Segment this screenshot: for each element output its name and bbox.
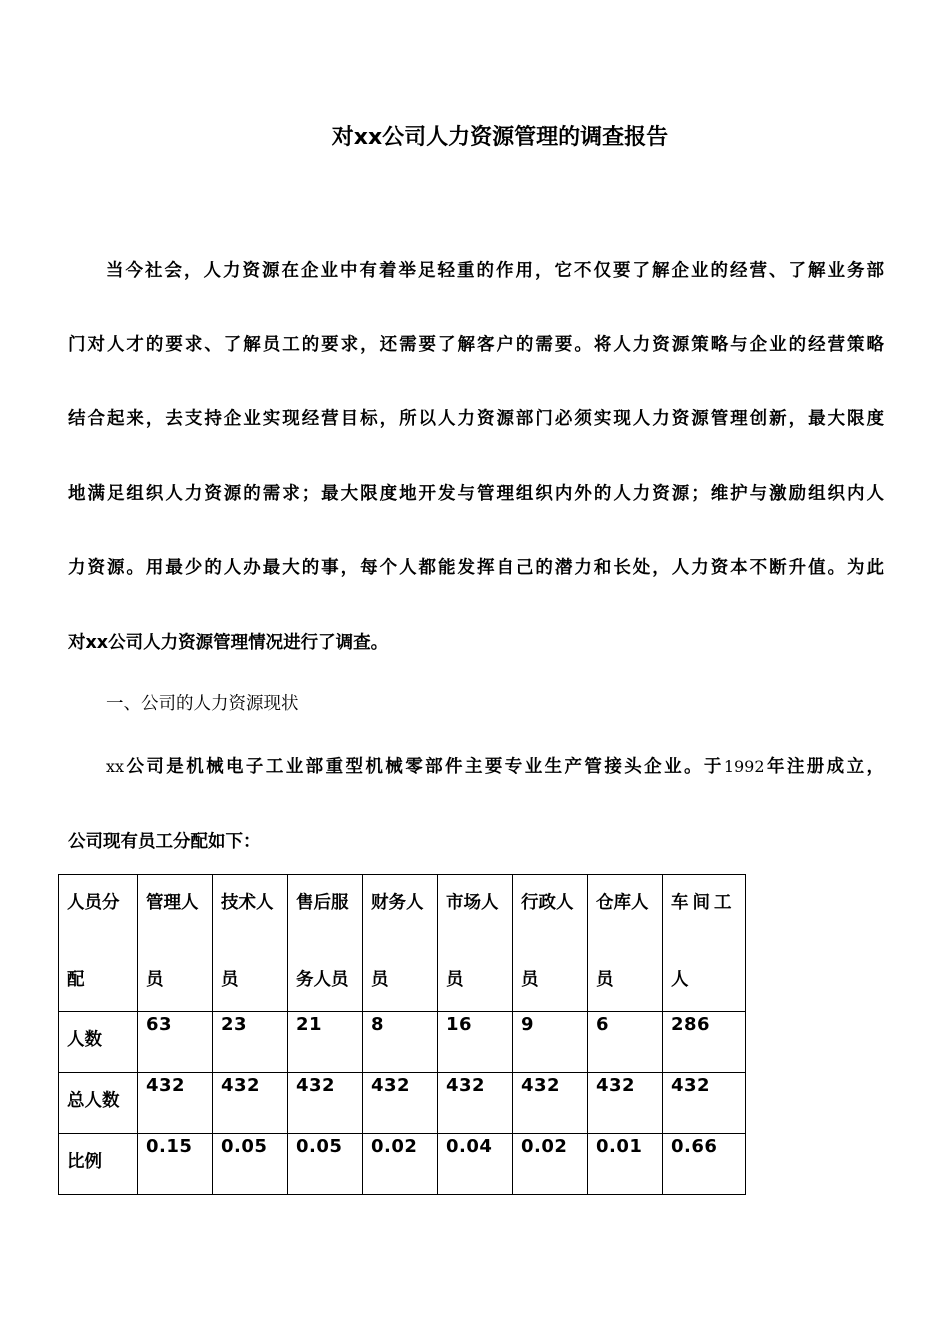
table-row <box>59 1134 746 1195</box>
cell-value: 0.05 <box>296 1136 343 1157</box>
header-bottom: 员 <box>596 970 614 990</box>
header-cell <box>438 875 513 1012</box>
cell-value: 0.02 <box>521 1136 568 1157</box>
row-label: 比例 <box>67 1152 102 1172</box>
cell-value: 432 <box>146 1075 186 1096</box>
company-intro-part2: 年注册成立， <box>764 757 885 777</box>
cell-value: 0.01 <box>596 1136 643 1157</box>
cell-value: 16 <box>446 1014 473 1035</box>
company-intro-part1: 公司是机械电子工业部重型机械零部件主要专业生产管接头企业。于 <box>124 757 724 777</box>
header-cell <box>213 875 288 1012</box>
cell-value: 432 <box>521 1075 561 1096</box>
header-top: 市场人 <box>446 893 499 913</box>
table-row <box>59 1073 746 1134</box>
cell-value: 432 <box>596 1075 636 1096</box>
intro-line-5: 力资源。用最少的人办最大的事，每个人都能发挥自己的潜力和长处，人力资本不断升值。为此 <box>68 558 884 578</box>
header-cell <box>138 875 213 1012</box>
table-cell <box>288 1012 363 1073</box>
header-bottom: 务人员 <box>296 970 349 990</box>
table-cell <box>288 1134 363 1195</box>
header-cell <box>59 875 138 1012</box>
table-cell <box>588 1134 663 1195</box>
header-cell <box>588 875 663 1012</box>
table-header-row <box>59 875 746 1012</box>
cell-value: 0.05 <box>221 1136 268 1157</box>
cell-value: 9 <box>521 1014 535 1035</box>
table-cell <box>213 1012 288 1073</box>
header-cell <box>513 875 588 1012</box>
table-cell <box>138 1073 213 1134</box>
cell-value: 432 <box>446 1075 486 1096</box>
intro-line-1: 当今社会，人力资源在企业中有着举足轻重的作用，它不仅要了解企业的经营、了解业务部 <box>106 261 884 281</box>
table-cell <box>588 1012 663 1073</box>
staff-intro-line: 公司现有员工分配如下： <box>68 832 261 852</box>
staff-distribution-table <box>58 874 746 1195</box>
cell-value: 432 <box>221 1075 261 1096</box>
cell-value: 21 <box>296 1014 323 1035</box>
section-heading: 一、公司的人力资源现状 <box>106 694 299 714</box>
row-label: 总人数 <box>67 1091 120 1111</box>
cell-value: 23 <box>221 1014 248 1035</box>
cell-value: 432 <box>371 1075 411 1096</box>
header-bottom: 员 <box>446 970 464 990</box>
row-label-cell <box>59 1073 138 1134</box>
header-top: 管理人 <box>146 893 199 913</box>
document-title: 对xx公司人力资源管理的调查报告 <box>331 125 669 150</box>
header-top: 行政人 <box>521 893 574 913</box>
cell-value: 0.66 <box>671 1136 718 1157</box>
company-year: 1992 <box>723 757 765 776</box>
table-cell <box>663 1134 746 1195</box>
header-bottom: 员 <box>221 970 239 990</box>
cell-value: 286 <box>671 1014 711 1035</box>
intro-line-6: 对xx公司人力资源管理情况进行了调查。 <box>68 633 389 653</box>
header-top: 仓库人 <box>596 893 649 913</box>
header-bottom: 配 <box>67 970 85 990</box>
cell-value: 432 <box>671 1075 711 1096</box>
company-xx: xx <box>106 757 125 776</box>
table-cell <box>513 1134 588 1195</box>
table-cell <box>363 1073 438 1134</box>
cell-value: 0.15 <box>146 1136 193 1157</box>
table-cell <box>438 1134 513 1195</box>
header-cell <box>663 875 746 1012</box>
table-cell <box>363 1134 438 1195</box>
table-cell <box>663 1073 746 1134</box>
header-bottom: 员 <box>521 970 539 990</box>
header-top: 售后服 <box>296 893 349 913</box>
header-cell <box>363 875 438 1012</box>
table-cell <box>663 1012 746 1073</box>
table-cell <box>438 1073 513 1134</box>
intro-line-3: 结合起来，去支持企业实现经营目标，所以人力资源部门必须实现人力资源管理创新，最大限度 <box>68 409 884 429</box>
table-row <box>59 1012 746 1073</box>
header-bottom: 员 <box>146 970 164 990</box>
header-top: 财务人 <box>371 893 424 913</box>
intro-line-4: 地满足组织人力资源的需求；最大限度地开发与管理组织内外的人力资源；维护与激励组织内人 <box>68 484 884 504</box>
header-bottom: 人 <box>671 970 689 990</box>
table-cell <box>138 1012 213 1073</box>
row-label-cell <box>59 1134 138 1195</box>
table-cell <box>363 1012 438 1073</box>
table-cell <box>513 1012 588 1073</box>
table-cell <box>513 1073 588 1134</box>
table-cell <box>213 1134 288 1195</box>
cell-value: 0.02 <box>371 1136 418 1157</box>
table-cell <box>138 1134 213 1195</box>
cell-value: 63 <box>146 1014 173 1035</box>
table-cell <box>588 1073 663 1134</box>
header-top: 车间工 <box>671 893 736 913</box>
header-bottom: 员 <box>371 970 389 990</box>
header-cell <box>288 875 363 1012</box>
company-intro-line <box>106 753 884 778</box>
cell-value: 0.04 <box>446 1136 493 1157</box>
cell-value: 432 <box>296 1075 336 1096</box>
cell-value: 6 <box>596 1014 610 1035</box>
table-cell <box>213 1073 288 1134</box>
table-cell <box>288 1073 363 1134</box>
intro-line-2: 门对人才的要求、了解员工的要求，还需要了解客户的需要。将人力资源策略与企业的经营策略 <box>68 335 884 355</box>
row-label-cell <box>59 1012 138 1073</box>
cell-value: 8 <box>371 1014 385 1035</box>
header-top: 人员分 <box>67 893 120 913</box>
row-label: 人数 <box>67 1030 102 1050</box>
header-top: 技术人 <box>221 893 274 913</box>
table-cell <box>438 1012 513 1073</box>
